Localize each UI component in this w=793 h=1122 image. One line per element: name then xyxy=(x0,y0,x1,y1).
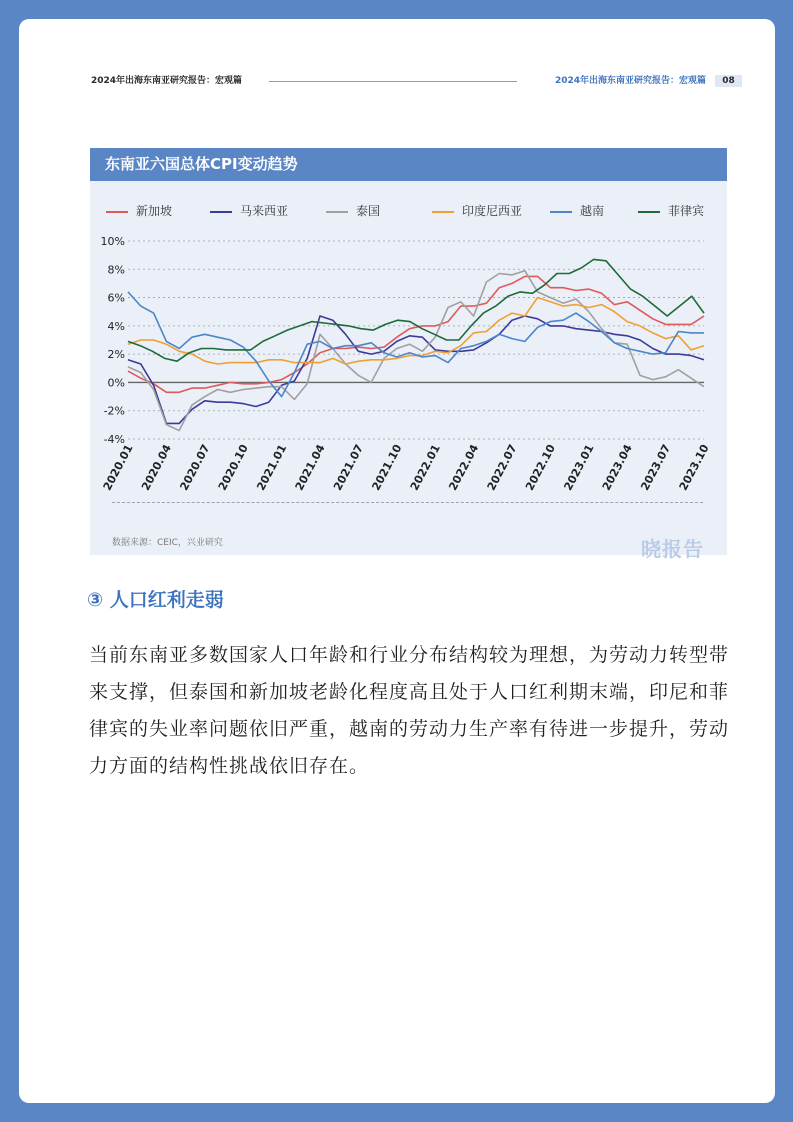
series-line xyxy=(128,316,704,423)
legend-swatch xyxy=(210,211,232,213)
y-tick-label: 4% xyxy=(107,319,125,333)
legend-label: 新加坡 xyxy=(136,204,173,218)
x-tick-label: 2021.01 xyxy=(254,442,290,493)
x-tick-label: 2023.04 xyxy=(599,442,635,493)
x-tick-label: 2020.07 xyxy=(177,442,213,493)
series-line xyxy=(128,292,704,397)
x-tick-label: 2021.07 xyxy=(331,442,367,493)
section-title: ③ 人口红利走弱 xyxy=(87,589,224,611)
chart-source: 数据来源：CEIC，兴业研究 xyxy=(112,538,223,548)
page-header xyxy=(91,73,742,89)
chart-title: 东南亚六国总体CPI变动趋势 xyxy=(90,148,727,181)
header-divider xyxy=(269,81,517,82)
y-tick-label: -4% xyxy=(103,433,125,446)
x-tick-label: 2022.07 xyxy=(484,442,520,493)
x-tick-label: 2021.10 xyxy=(369,442,405,493)
brand-watermark: 晓报告 xyxy=(641,537,704,561)
x-tick-label: 2021.04 xyxy=(292,442,328,493)
header-left-title: 2024年出海东南亚研究报告：宏观篇 xyxy=(91,76,243,86)
x-tick-label: 2023.10 xyxy=(676,442,712,493)
legend-label: 马来西亚 xyxy=(240,204,289,218)
section-paragraph: 当前东南亚多数国家人口年龄和行业分布结构较为理想，为劳动力转型带来支撑，但泰国和新加坡老龄化程度高且处于人口红利期末端，印尼和菲律宾的失业率问题依旧严重，越南的劳动力生产率有待进一步提升，劳动力方面的结构性挑战依旧存在。 xyxy=(89,644,730,777)
legend-swatch xyxy=(326,211,348,213)
chart-footer-divider xyxy=(112,502,703,503)
y-tick-label: 8% xyxy=(107,263,125,277)
legend-item xyxy=(210,202,288,220)
legend-label: 印度尼西亚 xyxy=(462,204,523,218)
legend-swatch xyxy=(106,211,128,213)
x-tick-label: 2022.04 xyxy=(446,442,482,493)
legend-swatch xyxy=(550,211,572,213)
x-tick-label: 2020.10 xyxy=(215,442,251,493)
cpi-chart-panel xyxy=(90,148,727,561)
x-tick-label: 2020.01 xyxy=(100,442,136,493)
y-tick-label: 6% xyxy=(107,291,125,305)
legend-label: 菲律宾 xyxy=(668,204,705,218)
y-tick-label: 10% xyxy=(100,235,125,248)
legend-item xyxy=(326,202,380,220)
legend-item xyxy=(432,202,522,220)
legend-label: 越南 xyxy=(580,204,605,218)
series-line xyxy=(128,259,704,361)
y-tick-label: 0% xyxy=(107,376,125,390)
legend-item xyxy=(638,202,704,220)
x-tick-label: 2022.10 xyxy=(523,442,559,493)
legend-swatch xyxy=(432,211,454,213)
x-tick-label: 2022.01 xyxy=(407,442,443,493)
x-tick-label: 2023.01 xyxy=(561,442,597,493)
page-number: 08 xyxy=(715,75,742,87)
x-tick-label: 2020.04 xyxy=(139,442,175,493)
legend-item xyxy=(550,202,604,220)
y-tick-label: 2% xyxy=(107,348,125,362)
legend-item xyxy=(106,202,172,220)
header-right-title: 2024年出海东南亚研究报告：宏观篇 xyxy=(554,76,706,86)
chart-legend xyxy=(106,202,726,220)
x-tick-label: 2023.07 xyxy=(638,442,674,493)
y-tick-label: -2% xyxy=(103,404,125,418)
cpi-line-chart xyxy=(90,228,727,498)
legend-swatch xyxy=(638,211,660,213)
report-page xyxy=(19,19,775,1103)
series-line xyxy=(128,271,704,431)
legend-label: 泰国 xyxy=(356,204,381,218)
